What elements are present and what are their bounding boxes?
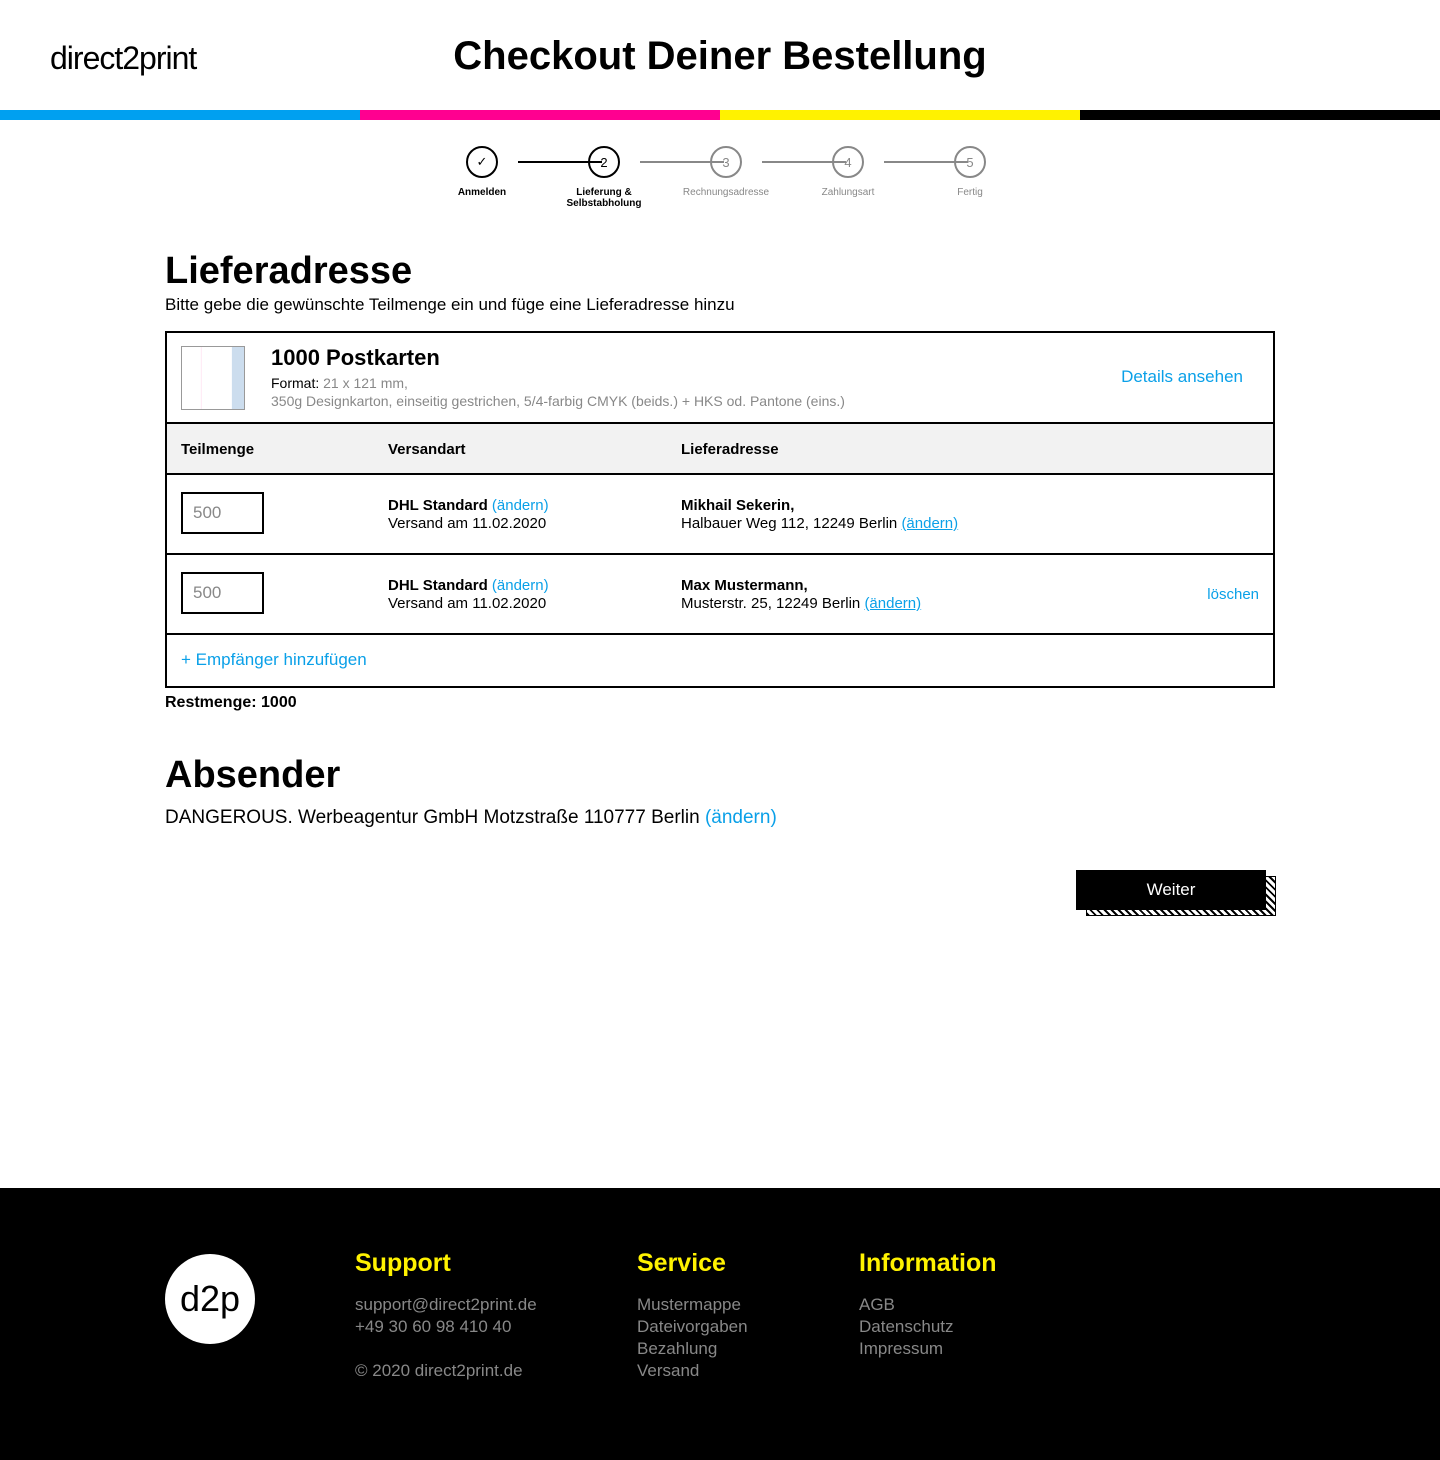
format-label: Format:: [271, 375, 320, 391]
add-recipient-link[interactable]: + Empfänger hinzufügen: [181, 650, 367, 669]
page-title: Checkout Deiner Bestellung: [453, 34, 987, 78]
footer-logo: d2p: [165, 1254, 255, 1344]
add-recipient-row: [167, 635, 1273, 686]
footer-link[interactable]: Versand: [637, 1361, 700, 1380]
footer-link[interactable]: Impressum: [859, 1339, 944, 1358]
step-label: Lieferung & Selbstabholung: [566, 187, 642, 209]
shipping-method: DHL Standard: [388, 497, 488, 514]
delivery-table: [165, 331, 1275, 688]
shipping-date: Versand am 11.02.2020: [388, 595, 547, 612]
check-icon: ✓: [466, 146, 498, 178]
remaining-quantity: Restmenge: 1000: [165, 694, 297, 711]
change-sender-link[interactable]: (ändern): [704, 807, 777, 828]
product-format: [271, 374, 845, 410]
col-teilmenge: Teilmenge: [181, 441, 255, 458]
step-number: 5: [954, 146, 986, 178]
sender-text: DANGEROUS. Werbeagentur GmbH Motzstraße 110777 Berlin: [165, 807, 700, 828]
recipient-address: Halbauer Weg 112, 12249 Berlin: [681, 515, 898, 532]
change-shipping-link[interactable]: (ändern): [491, 577, 549, 594]
shipping-cell: [388, 497, 549, 533]
step-lieferung: [544, 146, 664, 209]
col-versandart: Versandart: [388, 441, 466, 458]
step-anmelden[interactable]: [422, 146, 542, 198]
footer-service: [637, 1248, 748, 1382]
delete-button[interactable]: löschen: [1207, 586, 1259, 603]
footer-heading: Service: [637, 1249, 726, 1277]
change-address-link[interactable]: (ändern): [901, 515, 959, 532]
col-lieferadresse: Lieferadresse: [681, 441, 779, 458]
support-email[interactable]: support@direct2print.de: [355, 1295, 537, 1314]
footer-link[interactable]: Datenschutz: [859, 1317, 954, 1336]
copyright: © 2020 direct2print.de: [355, 1361, 523, 1380]
step-fertig: [910, 146, 1030, 198]
section-title: Lieferadresse: [165, 250, 413, 292]
step-number: 2: [588, 146, 620, 178]
footer-link[interactable]: AGB: [859, 1295, 895, 1314]
product-name: 1000 Postkarten: [271, 345, 440, 370]
step-label: Rechnungsadresse: [682, 187, 770, 198]
footer-link[interactable]: Dateivorgaben: [637, 1317, 748, 1336]
sender-title: Absender: [165, 754, 341, 796]
checkout-stepper: [440, 120, 1000, 250]
step-label: Zahlungsart: [821, 187, 875, 198]
format-value: 21 x 121 mm,: [323, 375, 408, 391]
footer-heading: Information: [859, 1249, 997, 1277]
step-label: Anmelden: [457, 187, 507, 198]
footer-link[interactable]: Bezahlung: [637, 1339, 718, 1358]
step-number: 3: [710, 146, 742, 178]
shipping-method: DHL Standard: [388, 577, 488, 594]
address-cell: [681, 497, 958, 533]
step-zahlungsart: [788, 146, 908, 198]
shipping-cell: [388, 577, 549, 613]
quantity-input[interactable]: 500: [181, 572, 264, 614]
details-link[interactable]: Details ansehen: [1121, 367, 1243, 386]
sender-address: [165, 807, 1275, 829]
step-number: 4: [832, 146, 864, 178]
footer-heading: Support: [355, 1249, 451, 1277]
shipping-date: Versand am 11.02.2020: [388, 515, 547, 532]
step-rechnungsadresse: [666, 146, 786, 198]
change-shipping-link[interactable]: (ändern): [491, 497, 549, 514]
footer: [0, 1188, 1440, 1460]
change-address-link[interactable]: (ändern): [864, 595, 922, 612]
step-label: Fertig: [957, 187, 983, 198]
table-row: [167, 555, 1273, 635]
product-thumbnail: [181, 346, 245, 410]
section-subtitle: Bitte gebe die gewünschte Teilmenge ein und füge eine Lieferadresse hinzu: [165, 295, 735, 314]
product-description: 350g Designkarton, einseitig gestrichen, 5/4-farbig CMYK (beids.) + HKS od. Pantone (eins.): [271, 393, 845, 409]
support-phone[interactable]: +49 30 60 98 410 40: [355, 1317, 512, 1336]
quantity-input[interactable]: 500: [181, 492, 264, 534]
footer-link[interactable]: Mustermappe: [637, 1295, 741, 1314]
recipient-name: Mikhail Sekerin,: [681, 497, 795, 514]
footer-support: [355, 1248, 537, 1382]
header: [0, 0, 1440, 110]
recipient-address: Musterstr. 25, 12249 Berlin: [681, 595, 861, 612]
next-button[interactable]: Weiter: [1076, 870, 1266, 910]
table-row: [167, 475, 1273, 555]
recipient-name: Max Mustermann,: [681, 577, 808, 594]
address-cell: [681, 577, 921, 613]
table-header: [167, 424, 1273, 475]
footer-information: [859, 1248, 997, 1360]
color-bar: [0, 110, 1440, 120]
logo[interactable]: direct2print: [50, 40, 197, 76]
product-summary: [167, 333, 1273, 424]
